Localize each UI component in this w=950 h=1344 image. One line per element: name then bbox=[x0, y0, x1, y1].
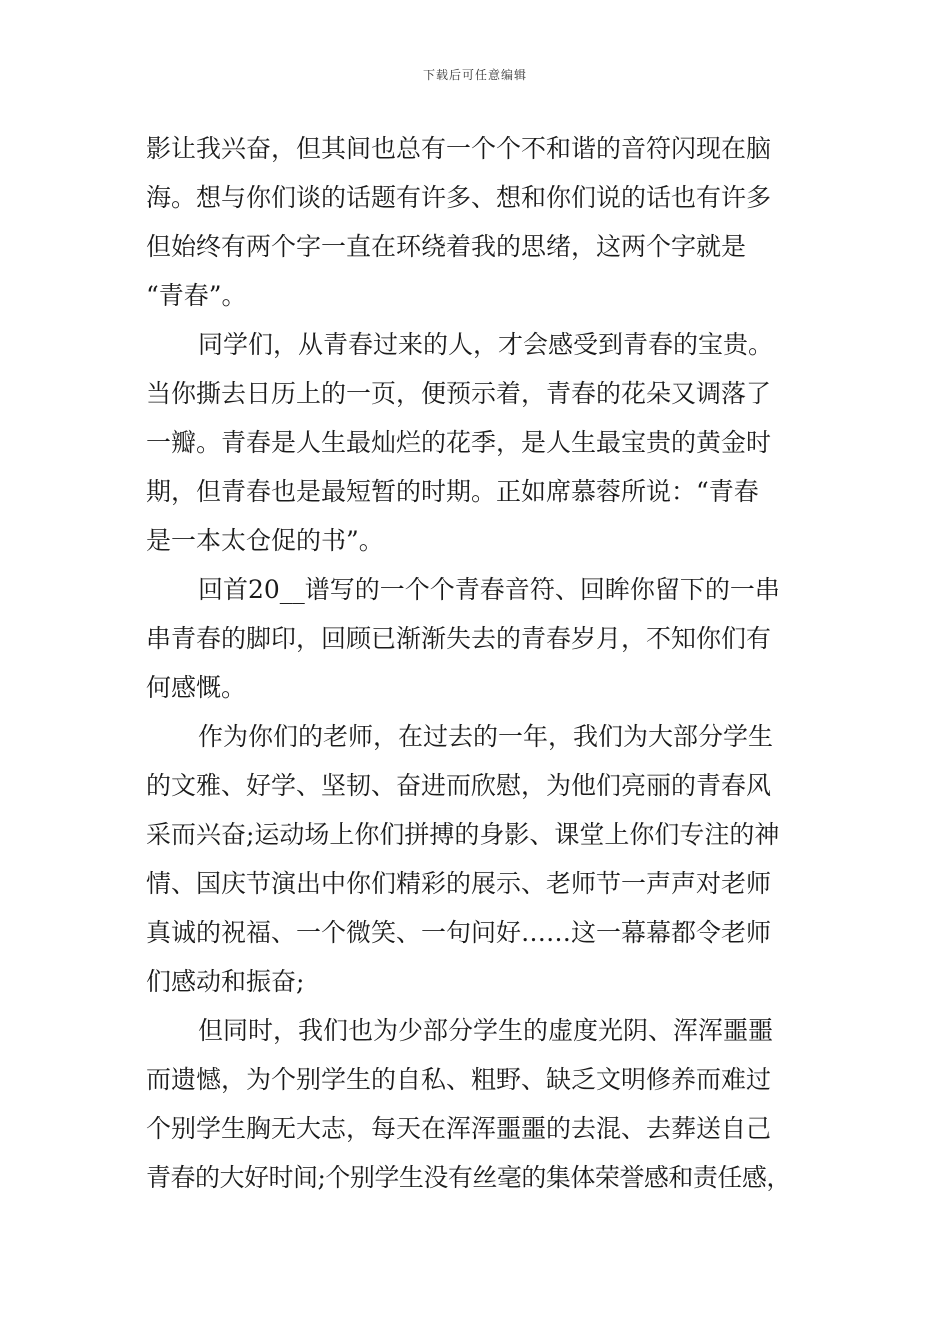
text-line: 一瓣。青春是人生最灿烂的花季，是人生最宝贵的黄金时 bbox=[146, 428, 772, 457]
text-line: 但始终有两个字一直在环绕着我的思绪，这两个字就是 bbox=[146, 232, 747, 261]
text-line: 何感慨。 bbox=[146, 673, 247, 702]
text-line: 而遗憾，为个别学生的自私、粗野、缺乏文明修养而难过 bbox=[146, 1065, 772, 1094]
text-line: 的文雅、好学、坚韧、奋进而欣慰，为他们亮丽的青春风 bbox=[146, 771, 772, 800]
page-header: 下载后可任意编辑 bbox=[422, 68, 527, 82]
text-line: 期，但青春也是最短暂的时期。正如席慕蓉所说：“青春 bbox=[146, 477, 759, 506]
text-line: 海。想与你们谈的话题有许多、想和你们说的话也有许多 bbox=[146, 183, 772, 212]
text-line: 情、国庆节演出中你们精彩的展示、老师节一声声对老师 bbox=[146, 869, 772, 898]
text-line: 采而兴奋;运动场上你们拼搏的身影、课堂上你们专注的神 bbox=[146, 820, 780, 849]
text-line: 们感动和振奋; bbox=[146, 967, 305, 996]
text-line: 当你撕去日历上的一页，便预示着，青春的花朵又调落了 bbox=[146, 379, 772, 408]
text-line: 是一本太仓促的书”。 bbox=[146, 526, 384, 555]
text-line: 青春的大好时间;个别学生没有丝毫的集体荣誉感和责任感， bbox=[146, 1163, 791, 1192]
document-body bbox=[146, 124, 816, 1202]
paragraph-first-line: 回首20__谱写的一个个青春音符、回眸你留下的一串 bbox=[198, 575, 780, 604]
text-line: 串青春的脚印，回顾已渐渐失去的青春岁月，不知你们有 bbox=[146, 624, 772, 653]
text-line: 真诚的祝福、一个微笑、一句问好……这一幕幕都令老师 bbox=[146, 918, 772, 947]
text-line: “青春”。 bbox=[146, 281, 247, 310]
text-line: 个别学生胸无大志，每天在浑浑噩噩的去混、去葬送自己 bbox=[146, 1114, 772, 1143]
paragraph-first-line: 同学们，从青春过来的人，才会感受到青春的宝贵。 bbox=[198, 330, 774, 359]
paragraph-first-line: 作为你们的老师，在过去的一年，我们为大部分学生 bbox=[198, 722, 774, 751]
text-line: 影让我兴奋，但其间也总有一个个不和谐的音符闪现在脑 bbox=[146, 134, 772, 163]
paragraph-first-line: 但同时，我们也为少部分学生的虚度光阴、浑浑噩噩 bbox=[198, 1016, 774, 1045]
